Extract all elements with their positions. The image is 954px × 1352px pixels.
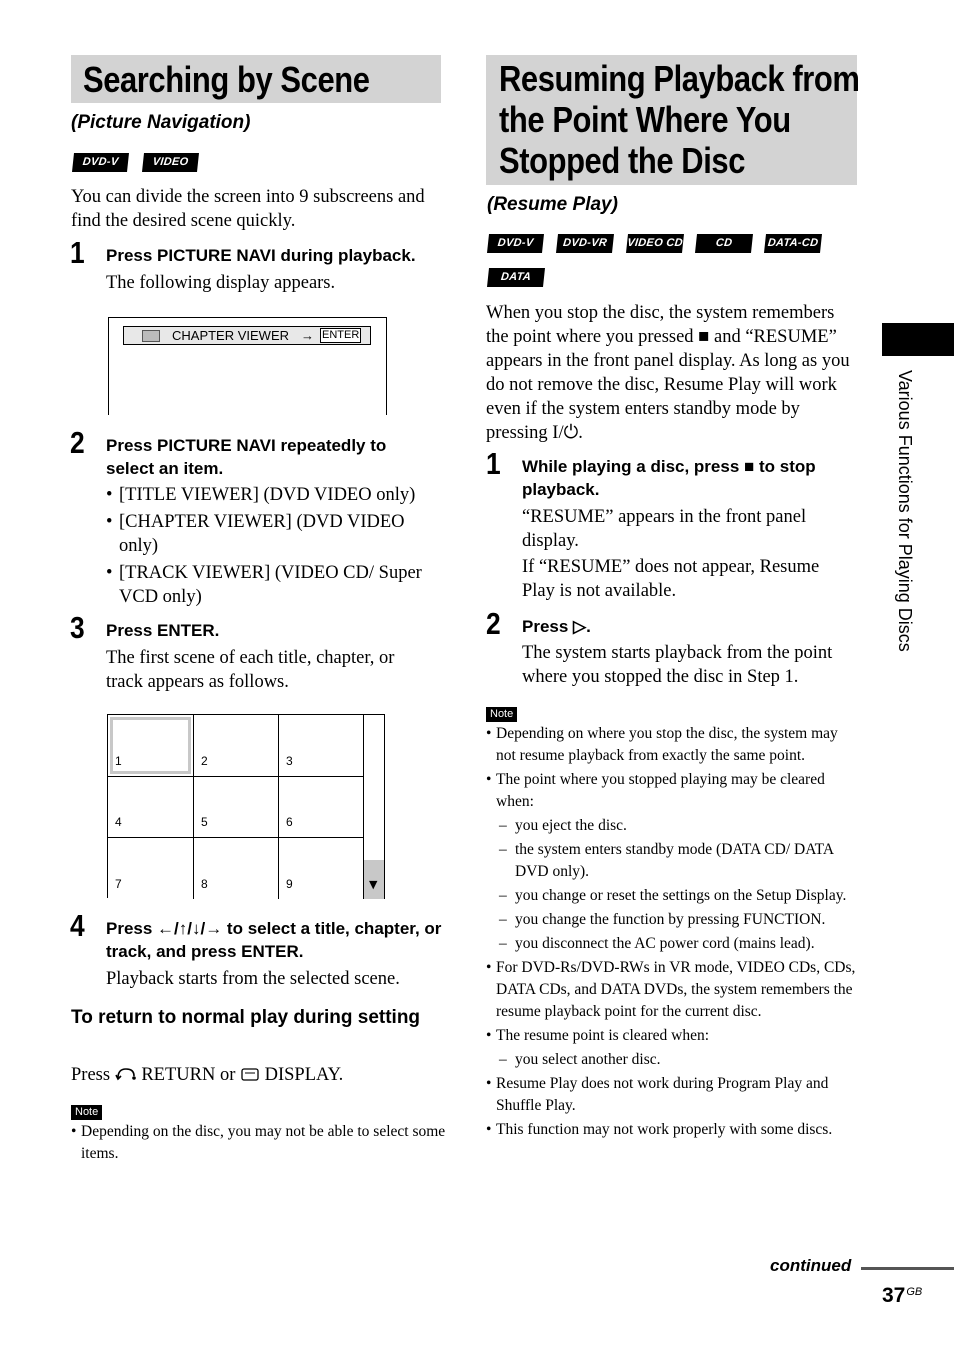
step-heading: Press ←/↑/↓/→ to select a title, chapter, or track, and press ENTER. [106,919,442,961]
scrollbar [364,715,385,899]
grid-cell: 1 [108,715,194,777]
badge-data-dvd: DATA DVD [487,268,545,287]
grid-cell: 6 [279,777,364,838]
grid-cell: 5 [194,777,279,838]
badge-video-cd: VIDEO CD [142,153,199,172]
viewer-options-list [106,483,431,609]
right-title-line: the Point Where You [499,99,791,140]
step-body: If “RESUME” does not appear, Resume Play is not available. [522,557,820,601]
step-number: 3 [70,610,85,645]
list-item: • [TITLE VIEWER] (DVD VIDEO only) [106,483,431,507]
grid-cell: 3 [279,715,364,777]
list-item: • [TRACK VIEWER] (VIDEO CD/ Super VCD only) [106,561,431,609]
note-item: • This function may not work properly with some discs. [486,1119,858,1141]
left-title-box [71,55,441,103]
scroll-down-icon: ▼ [369,878,378,891]
left-section-title: Searching by Scene [83,59,370,100]
step-heading: Press PICTURE NAVI repeatedly to select an item. [106,436,387,478]
grid-cell: 9 [279,838,364,899]
step-number: 2 [486,606,501,641]
step-number: 1 [486,446,501,481]
display-bar [123,326,371,345]
note-item: • Depending on the disc, you may not be able to select some items. [71,1121,446,1165]
list-item: • [CHAPTER VIEWER] (DVD VIDEO only) [106,510,431,558]
return-instruction: Press RETURN or DISPLAY. [71,1065,344,1085]
step-heading: Press ENTER. [106,621,220,640]
selection-highlight [110,717,191,774]
note-item: • Resume Play does not work during Program Play and Shuffle Play. [486,1073,858,1117]
note-subitem: – the system enters standby mode (DATA CD/ DATA DVD only). [486,839,858,883]
right-notes [486,723,858,1141]
right-title-line: Resuming Playback from [499,58,860,99]
scene-grid [107,714,385,898]
viewer-icon [142,330,160,342]
note-subitem: – you change or reset the settings on the Setup Display. [486,885,858,907]
side-tab-label: Various Functions for Playing Discs [895,370,915,652]
badge-dvd-v: DVD-V [72,153,129,172]
right-title-box [486,55,860,185]
step-heading: Press ▷. [522,617,591,636]
note-item: • For DVD-Rs/DVD-RWs in VR mode, VIDEO CDs, CDs, DATA CDs, and DATA DVDs, the system remembers the resume playback point for the current disc. [486,957,858,1023]
note-label: Note [71,1105,102,1120]
note-label: Note [486,707,517,722]
badge-video-cd: VIDEO CD [626,234,684,253]
page-number: $37^{GB}$ [882,1284,923,1307]
note-subitem: – you change the function by pressing FUNCTION. [486,909,858,931]
grid-cell: 2 [194,715,279,777]
badge-data-cd: DATA-CD [764,234,822,253]
note-subitem: – you select another disc. [486,1049,858,1071]
step-number: 4 [70,908,85,943]
step-number: 2 [70,425,85,460]
note-subitem: – you eject the disc. [486,815,858,837]
badge-dvd-vr: DVD-VR [556,234,614,253]
step-heading: Press PICTURE NAVI during playback. [106,246,416,265]
note-item: • Depending on where you stop the disc, the system may not resume playback from exactly the same point. [486,723,858,767]
display-icon [240,1066,260,1082]
enter-key: ENTER [322,329,360,341]
continued-rule [861,1267,954,1270]
left-notes [71,1121,446,1165]
badge-cd: CD [695,234,753,253]
grid-cell: 4 [108,777,194,838]
step-body: The first scene of each title, chapter, or track appears as follows. [106,648,395,692]
note-item: • The point where you stopped playing may be cleared when: [486,769,858,813]
step-body: “RESUME” appears in the front panel display. [522,507,807,551]
return-icon [115,1066,137,1082]
note-subitem: – you disconnect the AC power cord (mains lead). [486,933,858,955]
step-body: The system starts playback from the point where you stopped the disc in Step 1. [522,643,833,687]
return-heading: To return to normal play during setting [71,1007,421,1028]
note-item: • The resume point is cleared when: [486,1025,858,1047]
badge-dvd-v: DVD-V [487,234,544,253]
step-heading: While playing a disc, press ■ to stop playback. [522,457,816,499]
arrow-right-icon: → [301,328,314,343]
continued-label: continued [770,1256,852,1275]
display-illustration [108,317,387,415]
side-tab-marker [882,323,954,356]
right-subtitle: (Resume Play) [487,194,618,215]
right-intro: When you stop the disc, the system remembers the point where you pressed ■ and “RESUME” appears in the front panel display. As long as you do not remove the disc, Resume Play will work even if the system enters standby mode by pressing I/⏻. [486,303,850,443]
right-title-line: Stopped the Disc [499,140,745,181]
left-intro: You can divide the screen into 9 subscreens and find the desired scene quickly. [71,187,425,231]
grid-cell: 8 [194,838,279,899]
step-number: 1 [70,235,85,270]
display-label: CHAPTER VIEWER [172,328,290,343]
grid-cell: 7 [108,838,194,899]
step-body: Playback starts from the selected scene. [106,969,400,989]
left-subtitle: (Picture Navigation) [71,112,251,133]
step-body: The following display appears. [106,273,336,293]
